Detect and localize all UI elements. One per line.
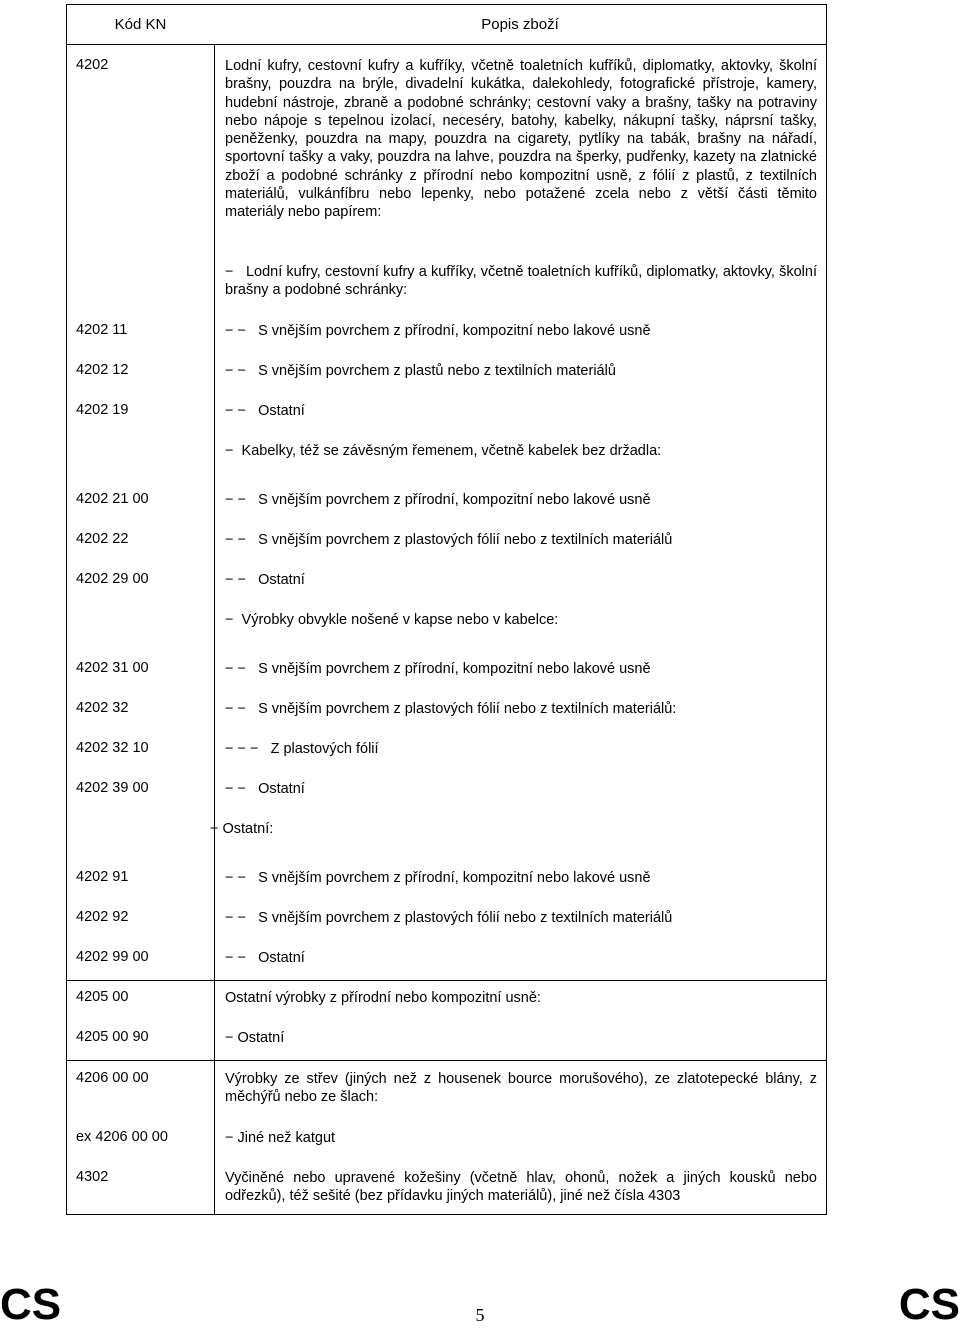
row-text: S vnějším povrchem z přírodní, kompozitní nebo lakové usně — [258, 870, 651, 886]
row-code: 4202 19 — [76, 402, 129, 418]
row-code: 4202 — [76, 57, 109, 73]
row-description — [225, 1029, 817, 1047]
row-description — [225, 531, 817, 549]
row-code: 4205 00 — [76, 989, 129, 1005]
row-text: Ostatní: — [222, 821, 274, 837]
row-code: 4202 29 00 — [76, 571, 149, 587]
row-description — [225, 571, 817, 589]
dash-marker: − − — [225, 781, 246, 797]
header-description: Popis zboží — [481, 16, 559, 33]
tariff-table — [66, 4, 827, 1215]
row-text: S vnějším povrchem z přírodní, kompozitní nebo lakové usně — [258, 492, 651, 508]
header-code: Kód KN — [114, 16, 167, 33]
row-description — [225, 322, 817, 340]
row-description — [225, 362, 817, 380]
dash-marker: − − — [225, 403, 246, 419]
row-description — [225, 780, 817, 798]
footer-right-mark: CS — [898, 1280, 960, 1329]
row-description — [225, 740, 817, 758]
row-description — [225, 949, 817, 967]
row-description — [225, 869, 817, 887]
header-divider — [67, 44, 826, 45]
row-description — [225, 402, 817, 420]
row-text: Jiné než katgut — [237, 1130, 336, 1146]
row-code: 4202 31 00 — [76, 660, 149, 676]
dash-marker: − − — [225, 323, 246, 339]
row-text: Kabelky, též se závěsným řemenem, včetně kabelek bez držadla: — [241, 443, 662, 459]
dash-marker: − − — [225, 492, 246, 508]
row-text: Lodní kufry, cestovní kufry a kufříky, včetně toaletních kufříků, diplomatky, aktovky, školní brašny a podobné schránky: — [225, 264, 817, 299]
row-description — [225, 263, 817, 300]
row-code: 4205 00 90 — [76, 1029, 149, 1045]
row-code: 4202 22 — [76, 531, 129, 547]
row-description — [210, 820, 802, 838]
row-code: 4202 91 — [76, 869, 129, 885]
row-code: 4202 99 00 — [76, 949, 149, 965]
row-code: 4202 39 00 — [76, 780, 149, 796]
row-text: Ostatní — [258, 950, 305, 966]
row-description — [225, 1129, 817, 1147]
footer-left-mark: CS — [0, 1280, 62, 1329]
dash-marker: − — [225, 264, 234, 280]
row-code: 4202 12 — [76, 362, 129, 378]
row-text: S vnějším povrchem z plastových fólií nebo z textilních materiálů — [258, 532, 673, 548]
row-description: Výrobky ze střev (jiných než z housenek bource morušového), ze zlatotepecké blány, z měchýřů nebo ze šlach: — [225, 1071, 817, 1106]
row-text: Ostatní — [258, 403, 305, 419]
dash-marker: − − — [225, 870, 246, 886]
row-text: Ostatní — [237, 1030, 285, 1046]
row-description — [225, 442, 817, 460]
row-text: Ostatní — [258, 572, 305, 588]
row-description: Lodní kufry, cestovní kufry a kufříky, včetně toaletních kufříků, diplomatky, aktovky, školní brašny, pouzdra na brýle, divadelní kukátka, dalekohledy, fotografické přístroje, kamery, hudební nástroje, zbraně a podobné schránky; cestovní vaky a brašny, tašky na potraviny nebo nápoje s tepelnou izolací, neceséry, batohy, kabelky, nákupní tašky, náprsní tašky, peněženky, pouzdra na mapy, pouzdra na cigarety, pytlíky na tabák, brašny na nářadí, sportovní tašky a vaky, pouzdra na lahve, pouzdra na šperky, pudřenky, kazety na zlatnické zboží a podobné schránky z přírodní nebo kompozitní usně, z fólií z plastů, z textilních materiálů, vulkánfíbru nebo lepenky, nebo potažené zcela nebo z větší části těmito materiály nebo papírem: — [225, 58, 817, 221]
dash-marker: − — [210, 821, 219, 837]
row-code: 4202 11 — [76, 322, 128, 338]
row-text: S vnějším povrchem z přírodní, kompozitní nebo lakové usně — [258, 323, 651, 339]
dash-marker: − − — [225, 363, 246, 379]
row-description — [225, 909, 817, 927]
row-code: 4206 00 00 — [76, 1070, 149, 1086]
dash-marker: − — [225, 1030, 234, 1046]
dash-marker: − − — [225, 950, 246, 966]
dash-marker: − − — [225, 532, 246, 548]
dash-marker: − — [225, 1130, 234, 1146]
dash-marker: − − − — [225, 741, 259, 757]
row-description: Vyčiněné nebo upravené kožešiny (včetně hlav, ohonů, nožek a jiných kousků nebo odřezků), též sešité (bez přídavku jiných materiálů), jiné než čísla 4303 — [225, 1170, 817, 1205]
row-description — [225, 611, 817, 629]
row-code: 4302 — [76, 1169, 109, 1185]
row-code: 4202 21 00 — [76, 491, 149, 507]
row-text: S vnějším povrchem z plastových fólií nebo z textilních materiálů — [258, 910, 673, 926]
row-text: Z plastových fólií — [270, 741, 379, 757]
dash-marker: − — [225, 443, 234, 459]
dash-marker: − − — [225, 910, 246, 926]
row-code: 4202 32 10 — [76, 740, 149, 756]
row-description — [225, 700, 817, 718]
page-number: 5 — [475, 1305, 485, 1325]
row-text: Výrobky obvykle nošené v kapse nebo v kabelce: — [241, 612, 559, 628]
dash-marker: − − — [225, 661, 246, 677]
row-code: 4202 92 — [76, 909, 129, 925]
row-text: S vnějším povrchem z plastů nebo z textilních materiálů — [258, 363, 616, 379]
row-text: S vnějším povrchem z přírodní, kompozitní nebo lakové usně — [258, 661, 651, 677]
row-code: 4202 32 — [76, 700, 129, 716]
dash-marker: − − — [225, 701, 246, 717]
column-divider — [214, 44, 215, 1214]
row-description — [225, 660, 817, 678]
row-description — [225, 491, 817, 509]
row-code: ex 4206 00 00 — [76, 1129, 168, 1145]
section-divider — [67, 980, 826, 981]
dash-marker: − − — [225, 572, 246, 588]
section-divider — [67, 1060, 826, 1061]
row-description: Ostatní výrobky z přírodní nebo kompozitní usně: — [225, 990, 541, 1006]
dash-marker: − — [225, 612, 234, 628]
row-text: S vnějším povrchem z plastových fólií nebo z textilních materiálů: — [258, 701, 677, 717]
row-text: Ostatní — [258, 781, 305, 797]
